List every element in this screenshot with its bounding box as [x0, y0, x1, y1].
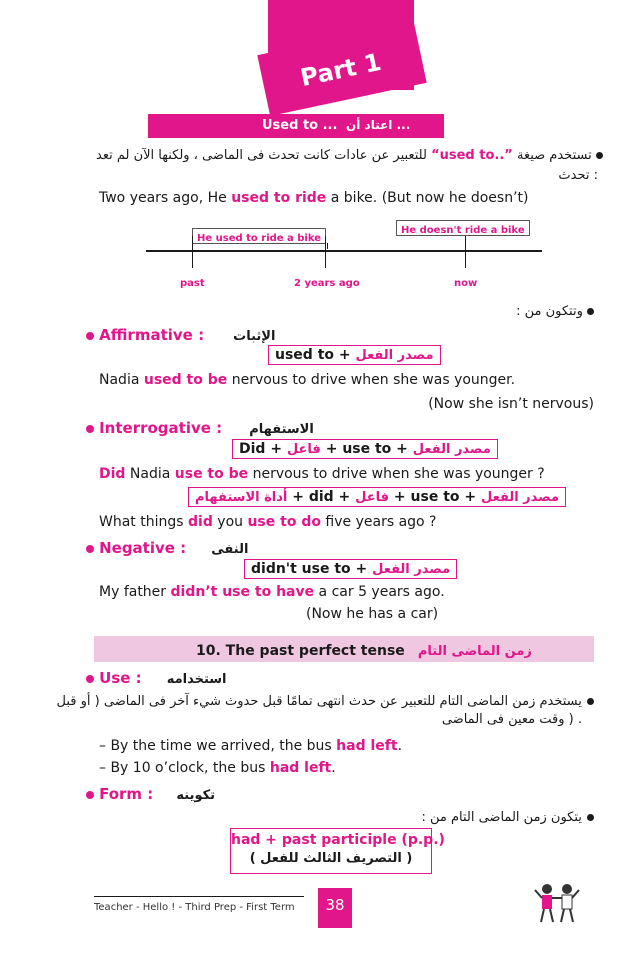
interrogative-bullet	[86, 425, 94, 433]
int-formula-masdar: مصدر الفعل	[412, 442, 491, 457]
timeline-label-past: past	[180, 278, 205, 289]
use-heading	[86, 668, 227, 687]
timeline-right-label: He doesn't ride a bike	[401, 225, 525, 236]
neg-formula-ar: مصدر الفعل	[372, 562, 451, 577]
negative-formula	[244, 559, 457, 579]
forms-intro-ar: : وتتكون من	[516, 304, 583, 319]
pp-ex1-hl: had left	[336, 738, 398, 754]
int-ex1-hl: use to be	[174, 466, 249, 482]
interrogative-example-1	[99, 466, 545, 482]
timeline-tick-past	[192, 236, 193, 268]
footer-text: Teacher - Hello ! - Third Prep - First Term	[94, 902, 295, 913]
use-line-bullet	[587, 698, 594, 705]
neg-formula-en: didn't use to +	[251, 561, 368, 577]
page-number: 38	[325, 896, 345, 914]
negative-label-ar: النفى	[211, 542, 249, 557]
pp-ex1-pre: – By the time we arrived, the bus	[99, 738, 337, 754]
negative-example	[99, 584, 445, 600]
pp-ex2-hl: had left	[269, 760, 332, 776]
used-to-band-title-ar: ... اعتاد أن	[346, 118, 411, 132]
neg-ex-hl: didn’t use to have	[170, 584, 315, 600]
pp-example-2	[99, 760, 336, 776]
pp-formula-box	[230, 828, 445, 874]
int-f2-use-to: use to	[410, 489, 460, 505]
affirmative-formula-en: used to +	[275, 347, 351, 363]
int-ex2-post: five years ago ?	[320, 514, 437, 530]
negative-bullet	[86, 545, 94, 553]
footer-rule	[94, 896, 304, 897]
use-label-ar: استخدامه	[166, 672, 227, 687]
timeline-right-box	[396, 220, 530, 236]
affirmative-heading	[86, 325, 275, 344]
kids-illustration	[532, 880, 582, 926]
timeline-axis	[146, 250, 542, 252]
example-hl: used to ride	[231, 190, 327, 206]
int-f2-adah: أداة الاستفهام	[195, 490, 288, 505]
int-ex1-mid: Nadia	[125, 466, 175, 482]
form-bullet	[86, 791, 94, 799]
int-formula-use-to: use to	[342, 441, 392, 457]
interrogative-example-2	[99, 514, 436, 530]
affirmative-label-ar: الإثبات	[233, 329, 276, 344]
past-perfect-title	[196, 640, 532, 659]
usage-term: “used to..”	[431, 148, 513, 163]
forms-intro-bullet	[587, 308, 594, 315]
int-f2-did: did	[308, 489, 334, 505]
use-bullet	[86, 675, 94, 683]
used-to-band-title: Used to ...	[262, 118, 338, 133]
interrogative-formula-2: أداة الاستفهام + did + فاعل + use to + مصدر الفعل	[188, 487, 566, 507]
affirmative-example	[99, 372, 515, 388]
int-ex1-did: Did	[99, 466, 126, 482]
timeline-bracket	[192, 243, 328, 249]
interrogative-label-ar: الاستفهام	[249, 422, 314, 437]
timeline-label-2y: 2 years ago	[294, 278, 360, 289]
timeline-tick-2y	[325, 236, 326, 268]
pp-example-1	[99, 738, 402, 754]
timeline-left-label: He used to ride a bike	[197, 233, 322, 244]
affirmative-ex-pre: Nadia	[99, 372, 144, 388]
part-label: Part 1	[297, 47, 384, 93]
pp-formula-en: had + past participle (p.p.)	[231, 832, 445, 848]
negative-heading	[86, 538, 248, 557]
neg-ex-pre: My father	[99, 584, 171, 600]
timeline-label-now: now	[454, 278, 478, 289]
int-ex2-pre: What things	[99, 514, 188, 530]
int-ex2-did: did	[188, 514, 213, 530]
form-intro-ar: : يتكون زمن الماضى التام من	[421, 810, 582, 825]
pp-ex2-post: .	[331, 760, 336, 776]
timeline-tick-now	[465, 236, 466, 268]
negative-label: Negative :	[99, 539, 187, 557]
affirmative-formula	[268, 345, 441, 365]
negative-note: (Now he has a car)	[306, 606, 439, 622]
pp-formula-ar: ( التصريف الثالث للفعل )	[249, 851, 413, 866]
neg-ex-post: a car 5 years ago.	[314, 584, 445, 600]
int-f2-faail: فاعل	[355, 490, 390, 505]
usage-line	[96, 148, 596, 163]
int-f2-masdar: مصدر الفعل	[481, 490, 560, 505]
interrogative-label: Interrogative :	[99, 419, 223, 437]
example-line	[99, 190, 528, 206]
past-perfect-title-ar: زمن الماضى التام	[417, 644, 532, 659]
usage-line2-ar: : تحدث	[558, 168, 598, 183]
int-formula-faail: فاعل	[286, 442, 321, 457]
usage-bullet	[596, 152, 603, 159]
forms-intro	[516, 304, 594, 319]
int-ex2-mid: you	[212, 514, 248, 530]
timeline-left-box	[192, 228, 326, 244]
int-ex1-post: nervous to drive when she was younger ?	[248, 466, 545, 482]
int-ex2-hl: use to do	[247, 514, 321, 530]
affirmative-ex-hl: used to be	[143, 372, 228, 388]
example-post: a bike. (But now he doesn’t)	[326, 190, 529, 206]
kids-icon	[532, 880, 582, 926]
example-pre: Two years ago, He	[99, 190, 232, 206]
int-formula-did: Did	[239, 441, 266, 457]
usage-rest-ar: للتعبير عن عادات كانت تحدث فى الماضى ، ولكنها الآن لم تعد	[96, 148, 427, 163]
use-line-1	[57, 690, 594, 709]
affirmative-formula-ar: مصدر الفعل	[355, 348, 434, 363]
use-line-2: . ( وقت معين فى الماضى	[441, 712, 582, 727]
affirmative-note: (Now she isn’t nervous)	[428, 396, 594, 412]
affirmative-bullet	[86, 332, 94, 340]
form-label-ar: تكوينه	[176, 788, 216, 803]
usage-lead-ar: تستخدم صيغة	[516, 148, 592, 163]
past-perfect-title-en: 10. The past perfect tense	[196, 643, 405, 659]
affirmative-ex-post: nervous to drive when she was younger.	[227, 372, 516, 388]
interrogative-heading	[86, 418, 314, 437]
affirmative-label: Affirmative :	[99, 326, 205, 344]
interrogative-formula: Did + فاعل + use to + مصدر الفعل	[232, 439, 498, 459]
pp-ex2-pre: – By 10 o’clock, the bus	[99, 760, 270, 776]
pp-ex1-post: .	[397, 738, 403, 754]
use-line1-ar: يستخدم زمن الماضى التام للتعبير عن حدث انتهى تمامًا قبل حدوث شيء آخر فى الماضى ( أو قبل	[56, 694, 582, 709]
form-intro	[421, 806, 594, 825]
use-label: Use :	[99, 669, 142, 687]
form-intro-bullet	[587, 814, 594, 821]
form-heading	[86, 784, 215, 803]
form-label: Form :	[99, 785, 154, 803]
